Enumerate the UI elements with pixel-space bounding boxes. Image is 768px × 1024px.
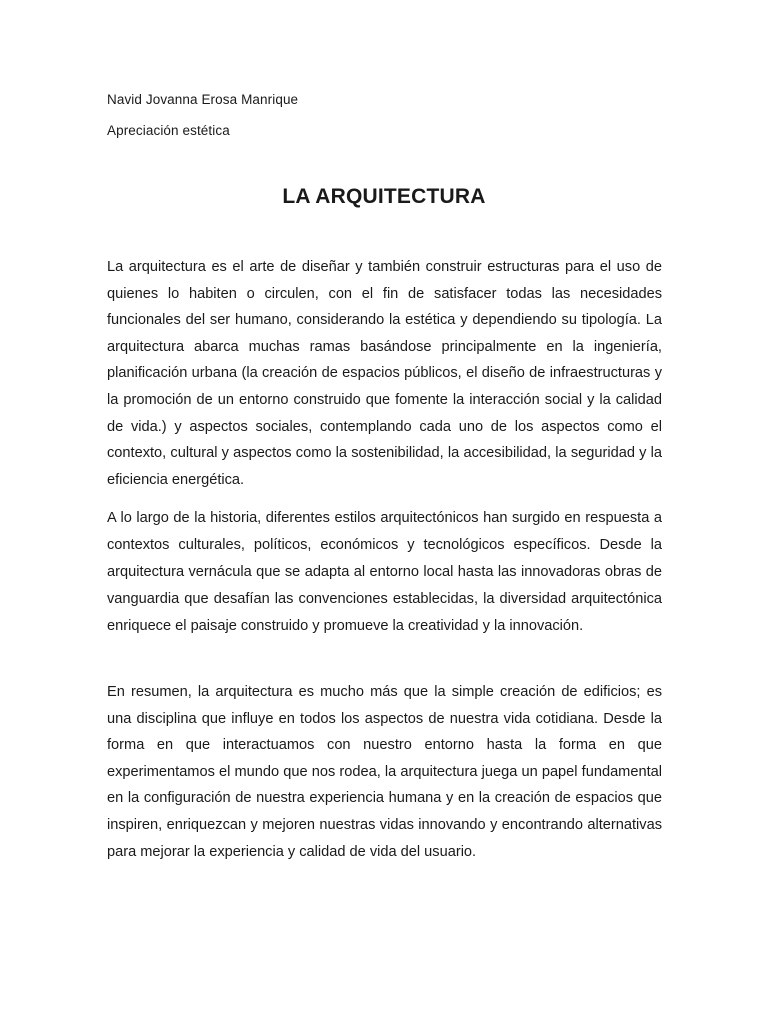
course-name: Apreciación estética (107, 123, 230, 138)
paragraph-3: En resumen, la arquitectura es mucho más que la simple creación de edificios; es una disciplina que influye en todos los aspectos de nuestra vida cotidiana. Desde la forma en que interactuamos con nuestro entorno hasta la forma en que experimentamos el mundo que nos rodea, la arquitectura juega un papel fundamental en la configuración de nuestra experiencia humana y en la creación de espacios que inspiren, enriquezcan y mejoren nuestras vidas innovando y encontrando alternativas para mejorar la experiencia y calidad de vida del usuario. (107, 684, 662, 860)
paragraph-2: A lo largo de la historia, diferentes estilos arquitectónicos han surgido en respuesta a contextos culturales, políticos, económicos y tecnológicos específicos. Desde la arquitectura vernácula que se adapta al entorno local hasta las innovadoras obras de vanguardia que desafían las convenciones establecidas, la diversidad arquitectónica enriquece el paisaje construido y promueve la creatividad y la innovación. (107, 510, 662, 634)
document-title: LA ARQUITECTURA (282, 185, 486, 208)
author-name: Navid Jovanna Erosa Manrique (107, 92, 299, 107)
paragraph-1: La arquitectura es el arte de diseñar y también construir estructuras para el uso de quienes lo habiten o circulen, con el fin de satisfacer todas las necesidades funcionales del ser humano, considerando la estética y dependiendo su tipología. La arquitectura abarca muchas ramas basándose principalmente en la ingeniería, planificación urbana (la creación de espacios públicos, el diseño de infraestructuras y la promoción de un entorno construido que fomente la interacción social y la calidad de vida.) y aspectos sociales, contemplando cada uno de los aspectos como el contexto, cultural y aspectos como la sostenibilidad, la accesibilidad, la seguridad y la eficiencia energética. (107, 259, 662, 488)
